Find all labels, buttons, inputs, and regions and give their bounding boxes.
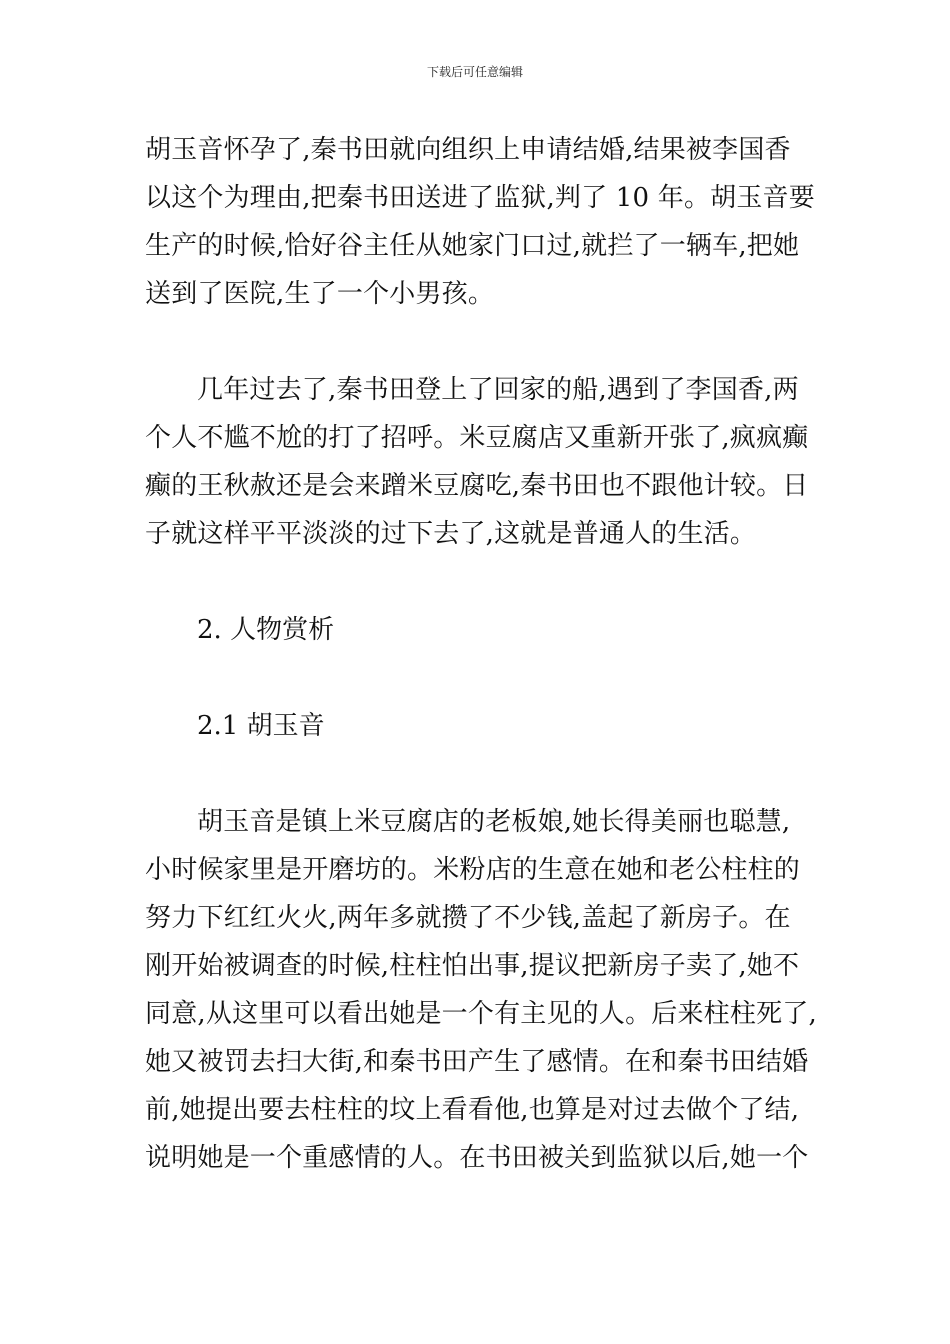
text-line: 胡玉音是镇上米豆腐店的老板娘,她长得美丽也聪慧, <box>197 807 791 837</box>
paragraph-1 <box>145 126 815 318</box>
text-line: 子就这样平平淡淡的过下去了,这就是普通人的生活。 <box>145 519 757 549</box>
text-line: 她又被罚去扫大街,和秦书田产生了感情。在和秦书田结婚 <box>145 1047 809 1077</box>
paragraph-gap <box>145 750 815 798</box>
page-header: 下载后可任意编辑 <box>426 65 523 79</box>
paragraph-2 <box>145 366 815 558</box>
paragraph-gap <box>145 558 815 606</box>
text-line: 前,她提出要去柱柱的坟上看看他,也算是对过去做个了结, <box>145 1095 800 1125</box>
text-line: 送到了医院,生了一个小男孩。 <box>145 279 495 309</box>
text-line: 说明她是一个重感情的人。在书田被关到监狱以后,她一个 <box>145 1143 809 1173</box>
paragraph-gap <box>145 654 815 702</box>
text-line: 生产的时候,恰好谷主任从她家门口过,就拦了一辆车,把她 <box>145 231 800 261</box>
paragraph-gap <box>145 318 815 366</box>
text-line: 几年过去了,秦书田登上了回家的船,遇到了李国香,两 <box>197 375 799 405</box>
text-line: 个人不尴不尬的打了招呼。米豆腐店又重新开张了,疯疯癫 <box>145 423 809 453</box>
text-line: 小时候家里是开磨坊的。米粉店的生意在她和老公柱柱的 <box>145 855 801 885</box>
subsection-heading: 2.1 胡玉音 <box>197 711 325 741</box>
text-line: 胡玉音怀孕了,秦书田就向组织上申请结婚,结果被李国香 <box>145 135 791 165</box>
document-body <box>145 126 815 1182</box>
text-line: 同意,从这里可以看出她是一个有主见的人。后来柱柱死了, <box>145 999 817 1029</box>
text-line: 努力下红红火火,两年多就攒了不少钱,盖起了新房子。在 <box>145 903 791 933</box>
paragraph-3 <box>145 798 815 1182</box>
text-line: 癫的王秋赦还是会来蹭米豆腐吃,秦书田也不跟他计较。日 <box>145 471 809 501</box>
text-line: 以这个为理由,把秦书田送进了监狱,判了 10 年。胡玉音要 <box>145 183 815 213</box>
text-line: 刚开始被调查的时候,柱柱怕出事,提议把新房子卖了,她不 <box>145 951 800 981</box>
section-heading: 2. 人物赏析 <box>197 615 335 645</box>
